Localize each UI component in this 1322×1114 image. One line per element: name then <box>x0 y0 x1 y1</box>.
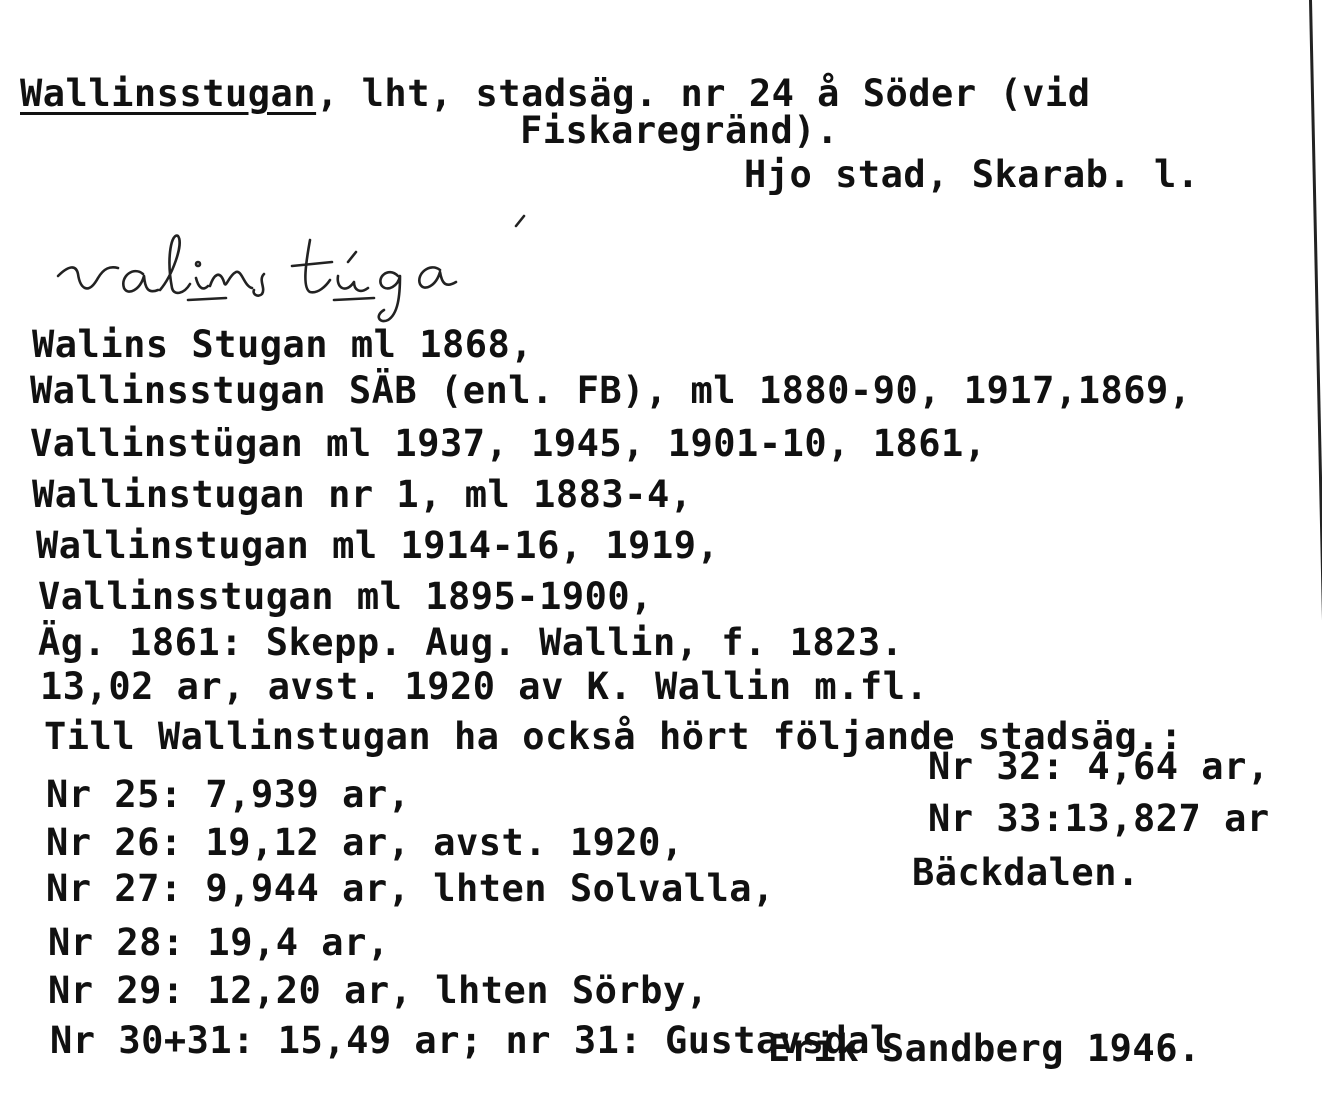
header-line-1 <box>20 72 1091 115</box>
property-list-item: Nr 30+31: 15,49 ar; nr 31: Gustavsdal <box>50 1019 893 1062</box>
header-line-2: Fiskaregränd). <box>520 109 839 152</box>
property-list-item: Nr 32: 4,64 ar, <box>928 745 1270 788</box>
body-line: Wallinsstugan SÄB (enl. FB), ml 1880-90, 1917,1869, <box>30 369 1192 412</box>
handwritten-annotation <box>48 196 688 326</box>
property-list-item: Nr 33:13,827 ar <box>928 797 1270 840</box>
body-line: Vallinstügan ml 1937, 1945, 1901-10, 1861, <box>30 422 987 465</box>
property-list-item: Nr 29: 12,20 ar, lhten Sörby, <box>48 969 709 1012</box>
header-line-3: Hjo stad, Skarab. l. <box>744 153 1200 196</box>
card-edge <box>1309 0 1322 1080</box>
body-line: Äg. 1861: Skepp. Aug. Wallin, f. 1823. <box>38 621 904 664</box>
signature: Erik Sandberg 1946. <box>768 1027 1201 1070</box>
body-line: Wallinstugan ml 1914-16, 1919, <box>36 524 720 567</box>
property-list-item: Nr 27: 9,944 ar, lhten Solvalla, <box>46 867 775 910</box>
card-title-rest: , lht, stadsäg. nr 24 å Söder (vid <box>316 72 1091 115</box>
body-line: Till Wallinstugan ha också hört följande stadsäg.: <box>44 715 1183 758</box>
property-list-item: Nr 28: 19,4 ar, <box>48 921 390 964</box>
body-line: Wallinstugan nr 1, ml 1883-4, <box>32 473 693 516</box>
body-line: Vallinsstugan ml 1895-1900, <box>38 575 653 618</box>
body-line: Walins Stugan ml 1868, <box>32 323 534 366</box>
body-line: 13,02 ar, avst. 1920 av K. Wallin m.fl. <box>40 665 929 708</box>
property-list-item: Bäckdalen. <box>912 851 1140 894</box>
property-list-item: Nr 26: 19,12 ar, avst. 1920, <box>46 821 684 864</box>
property-list-item: Nr 25: 7,939 ar, <box>46 773 411 816</box>
handwriting-text: valinstúga <box>48 196 54 197</box>
card-title: Wallinsstugan <box>20 72 317 115</box>
